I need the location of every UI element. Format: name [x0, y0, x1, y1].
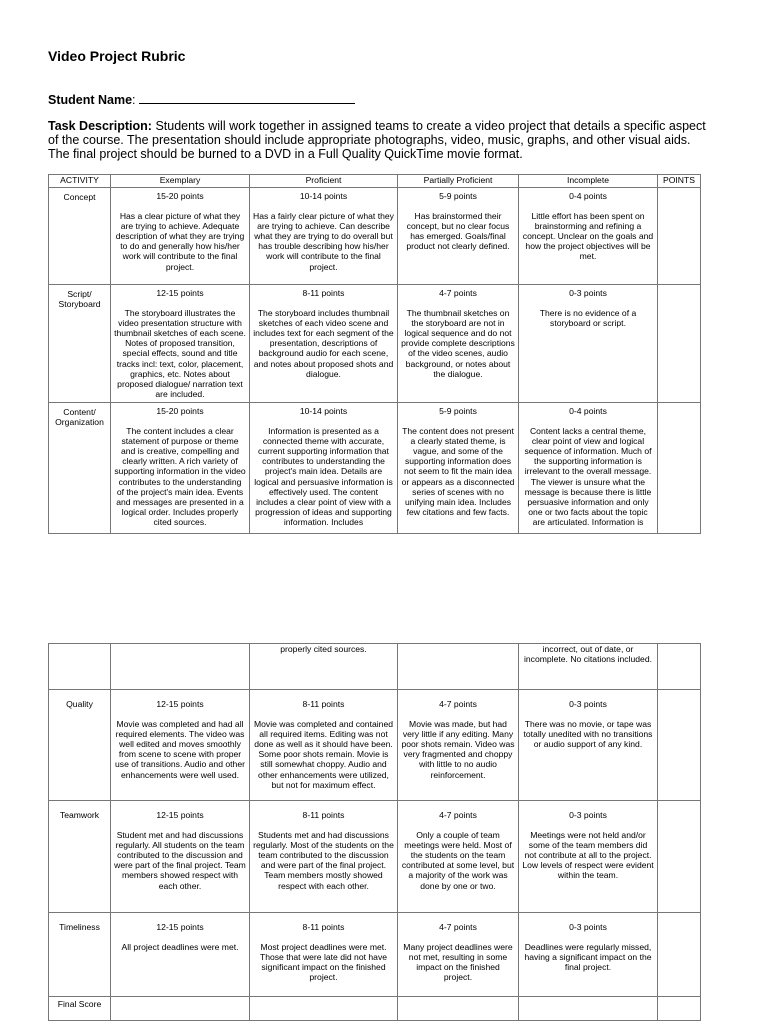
student-name-colon: :	[132, 93, 136, 107]
points-range: 15-20 points	[156, 191, 204, 201]
proficient-cell	[250, 913, 398, 997]
criteria-text: Movie was made, but had very little if any editing. Many poor shots remain. Video was very fragmented and choppy with little to no audio reinforcement.	[401, 719, 515, 780]
rubric-row-concept	[49, 188, 701, 285]
incomplete-cell	[519, 801, 658, 913]
points-range: 0-3 points	[569, 699, 607, 709]
criteria-text: The content does not present a clearly stated theme, is vague, and some of the supporting information does not seem to fit the main idea or appears as a disconnected series of scenes with no unifying main idea. Includes few citations and few facts.	[401, 426, 515, 517]
criteria-text: There is no evidence of a storyboard or script.	[539, 308, 637, 329]
final-score-cell	[398, 997, 519, 1021]
points-range: 8-11 points	[302, 810, 345, 820]
proficient-cell	[250, 690, 398, 801]
partially-proficient-cell	[398, 285, 519, 403]
header-row	[49, 175, 701, 188]
points-range: 12-15 points	[156, 922, 204, 932]
activity-cell: Content/ Organization	[49, 403, 111, 534]
rubric-row-timeliness	[49, 913, 701, 997]
criteria-text: The storyboard illustrates the video presentation structure with thumbnail sketches of each scene. Notes of proposed transition, special effects, sound and title tracks incl: text, color, placement, graphics, etc. Notes about proposed dialogue/ narration text are included.	[114, 308, 246, 399]
criteria-text: Content lacks a central theme, clear point of view and logical sequence of information. Much of the supporting information is irrelevant to the overall message. The viewer is unsure what the message is because there is little persuasive information and only one or two facts about the topic are articulated. Information is	[524, 426, 652, 527]
points-range: 12-15 points	[156, 288, 204, 298]
partially-proficient-cell	[398, 403, 519, 534]
criteria-text: Little effort has been spent on brainstorming and refining a concept. Unclear on the goals and how the project objectives will be met.	[522, 211, 654, 262]
points-range: 8-11 points	[302, 288, 345, 298]
exemplary-cell	[111, 801, 250, 913]
document-title: Video Project Rubric	[48, 48, 186, 64]
points-range: 4-7 points	[439, 288, 477, 298]
points-range: 4-7 points	[439, 699, 477, 709]
criteria-text: Students met and had discussions regularly. Most of the students on the team contributed to the discussion and were part of the final project. Team members mostly showed respect with each other.	[253, 830, 394, 891]
proficient-cell	[250, 801, 398, 913]
activity-cell: Concept	[49, 188, 111, 285]
activity-cell: Quality	[49, 690, 111, 801]
student-name-label: Student Name	[48, 93, 133, 107]
points-range: 0-3 points	[569, 922, 607, 932]
incomplete-cell	[519, 188, 658, 285]
criteria-text: Student met and had discussions regularly. All students on the team contributed to the discussion and were part of the final project. Team members showed respect with each other.	[114, 830, 246, 891]
partially-proficient-cell	[398, 913, 519, 997]
partially-proficient-cell	[398, 690, 519, 801]
header-incomplete: Incomplete	[519, 175, 658, 188]
points-range: 0-4 points	[569, 406, 607, 416]
points-cell[interactable]	[658, 801, 701, 913]
criteria-text: The storyboard includes thumbnail sketches of each video scene and includes text for each segment of the presentation, descriptions of background audio for each scene, and notes about proposed shots and dialogue.	[253, 308, 394, 379]
proficient-cell	[250, 403, 398, 534]
rubric-table-part1	[48, 174, 701, 534]
rubric-row-content-organization	[49, 403, 701, 534]
criteria-text: Most project deadlines were met. Those that were late did not have significant impact on the finished project.	[259, 942, 388, 983]
partially-proficient-cell	[398, 801, 519, 913]
exemplary-cell	[111, 913, 250, 997]
proficient-cell	[250, 188, 398, 285]
header-exemplary: Exemplary	[111, 175, 250, 188]
rubric-row-content-continued	[49, 644, 701, 690]
proficient-cell: properly cited sources.	[250, 644, 398, 690]
criteria-text: All project deadlines were met.	[121, 942, 239, 953]
points-range: 0-4 points	[569, 191, 607, 201]
final-score-cell	[111, 997, 250, 1021]
criteria-text: Only a couple of team meetings were held. Most of the students on the team contributed at some level, but a majority of the work was done by one or two.	[401, 830, 515, 891]
activity-cell: Script/ Storyboard	[49, 285, 111, 403]
rubric-table-part2	[48, 643, 701, 1021]
criteria-text: The content includes a clear statement of purpose or theme and is creative, compelling and clearly written. A rich variety of supporting information in the video contributes to the understanding of the project's main idea. Events and messages are presented in a logical order. Includes properly cited sources.	[114, 426, 246, 527]
criteria-text: There was no movie, or tape was totally unedited with no transitions or audio support of any kind.	[523, 719, 653, 750]
exemplary-cell	[111, 403, 250, 534]
student-name-field[interactable]	[139, 92, 355, 104]
exemplary-cell	[111, 188, 250, 285]
final-score-cell	[250, 997, 398, 1021]
criteria-text: Has a clear picture of what they are trying to achieve. Adequate description of what they are trying to do and generally how his/her work will contribute to the final project.	[115, 211, 245, 272]
incomplete-cell	[519, 913, 658, 997]
rubric-row-script-storyboard	[49, 285, 701, 403]
points-range: 8-11 points	[302, 922, 345, 932]
criteria-text: The thumbnail sketches on the storyboard are not in logical sequence and do not provide complete descriptions of the video scenes, audio background, or notes about the dialogue.	[401, 308, 515, 379]
activity-cell: Timeliness	[49, 913, 111, 997]
header-activity: ACTIVITY	[49, 175, 111, 188]
points-range: 12-15 points	[156, 699, 204, 709]
exemplary-cell	[111, 690, 250, 801]
points-range: 15-20 points	[156, 406, 204, 416]
criteria-text: Movie was completed and had all required elements. The video was well edited and moves smoothly from scene to scene with proper use of transitions. Audio and other enhancements were well used.	[115, 719, 245, 780]
header-partially-proficient: Partially Proficient	[398, 175, 519, 188]
points-cell[interactable]	[658, 285, 701, 403]
task-description-label: Task Description:	[48, 119, 152, 133]
points-range: 10-14 points	[299, 191, 348, 201]
criteria-text: Information is presented as a connected theme with accurate, current supporting information that contributes to understanding the project's main idea. Details are logical and persuasive information is effectively used. The content includes a clear point of view with a progression of ideas and supporting information. Includes	[254, 426, 393, 527]
final-score-label: Final Score	[49, 997, 111, 1021]
criteria-text: Has a fairly clear picture of what they are trying to achieve. Can describe what they are trying to do overall but has trouble describing how his/her work will contribute to the final project.	[253, 211, 394, 272]
incomplete-cell: incorrect, out of date, or incomplete. No citations included.	[519, 644, 658, 690]
task-description	[48, 119, 708, 161]
activity-cell	[49, 644, 111, 690]
incomplete-cell	[519, 403, 658, 534]
rubric-row-teamwork	[49, 801, 701, 913]
exemplary-cell	[111, 285, 250, 403]
proficient-cell	[250, 285, 398, 403]
final-score-points-cell[interactable]	[658, 997, 701, 1021]
criteria-text: Has brainstormed their concept, but no clear focus has emerged. Goals/final product not clearly defined.	[406, 211, 510, 252]
incomplete-cell	[519, 690, 658, 801]
criteria-text: Many project deadlines were not met, resulting in some impact on the finished project.	[403, 942, 513, 983]
points-range: 8-11 points	[302, 699, 345, 709]
final-score-cell	[519, 997, 658, 1021]
points-range: 5-9 points	[439, 191, 477, 201]
points-cell[interactable]	[658, 403, 701, 534]
points-cell[interactable]	[658, 913, 701, 997]
points-range: 5-9 points	[439, 406, 477, 416]
points-cell[interactable]	[658, 188, 701, 285]
points-cell[interactable]	[658, 690, 701, 801]
points-range: 10-14 points	[299, 406, 348, 416]
task-description-text: Students will work together in assigned teams to create a video project that details a specific aspect of the course. The presentation should include appropriate photographs, video, music, graphs, and other visual aids. The final project should be burned to a DVD in a Full Quality QuickTime movie format.	[48, 119, 706, 161]
criteria-text: Meetings were not held and/or some of the team members did not contribute at all to the project. Low levels of respect were evident within the team.	[522, 830, 654, 881]
points-range: 4-7 points	[439, 810, 477, 820]
header-points: POINTS	[658, 175, 701, 188]
points-range: 12-15 points	[156, 810, 204, 820]
points-range: 4-7 points	[439, 922, 477, 932]
exemplary-cell	[111, 644, 250, 690]
student-name-row	[48, 92, 355, 107]
partially-proficient-cell	[398, 644, 519, 690]
header-proficient: Proficient	[250, 175, 398, 188]
partially-proficient-cell	[398, 188, 519, 285]
criteria-text: Deadlines were regularly missed, having a significant impact on the final project.	[524, 942, 652, 973]
criteria-text: Movie was completed and contained all required items. Editing was not done as well as it should have been. Some poor shots remain. Movie is still somewhat choppy. Audio and other enhancements were utilized, but not for maximum effect.	[253, 719, 393, 790]
points-cell[interactable]	[658, 644, 701, 690]
final-score-row	[49, 997, 701, 1021]
points-range: 0-3 points	[569, 810, 607, 820]
points-range: 0-3 points	[569, 288, 607, 298]
incomplete-cell	[519, 285, 658, 403]
rubric-row-quality	[49, 690, 701, 801]
activity-cell: Teamwork	[49, 801, 111, 913]
